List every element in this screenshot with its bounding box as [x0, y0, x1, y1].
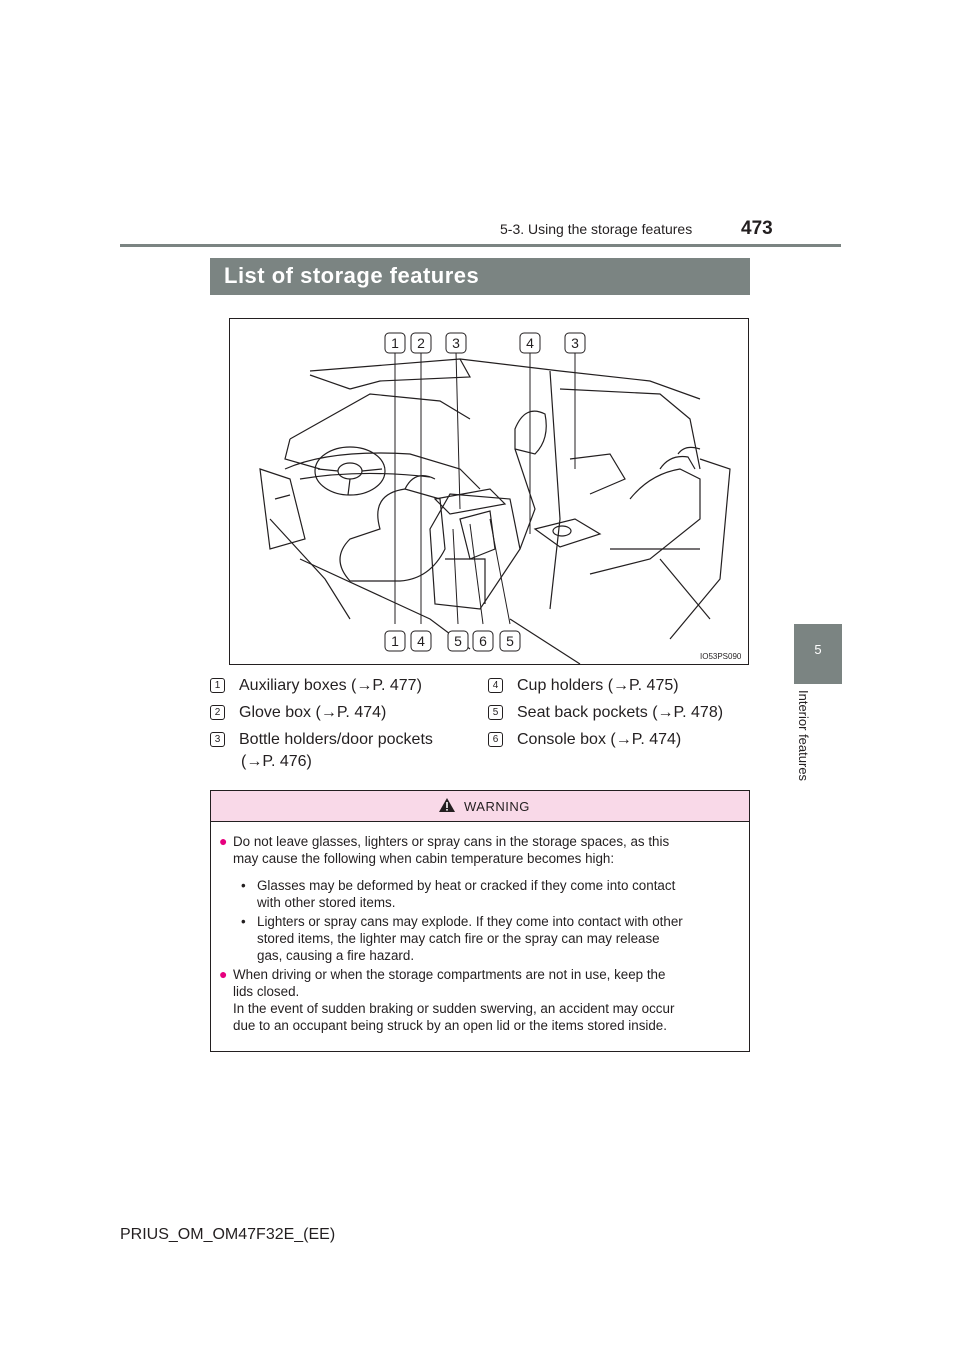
- warning-line: When driving or when the storage compartments are not in use, keep the: [233, 967, 666, 982]
- sub-bullet-1-text: [257, 877, 745, 911]
- warning-bullet-1: [219, 833, 227, 850]
- legend-number: 2: [210, 705, 225, 720]
- callout-top-4: [520, 333, 540, 353]
- legend-item-1: [210, 675, 422, 697]
- sub-bullet-2-marker: •: [241, 914, 246, 929]
- warning-box: [210, 790, 750, 1052]
- callout-bottom-4: [473, 631, 493, 651]
- legend-item-3-cont: [241, 751, 312, 773]
- sub-bullet-1-marker: •: [241, 878, 246, 893]
- callout-top-5-label: 3: [571, 335, 579, 351]
- warning-triangle-icon: [438, 797, 456, 813]
- callout-bottom-1: [385, 631, 405, 651]
- sub-bullet-2-text: [257, 913, 745, 964]
- figure-code: IO53PS090: [700, 652, 742, 661]
- warning-bullet-2: [219, 966, 227, 983]
- callout-bottom-4-label: 6: [479, 633, 487, 649]
- legend-number: 6: [488, 732, 503, 747]
- callout-top-1: [385, 333, 405, 353]
- warning-line: Do not leave glasses, lighters or spray cans in the storage spaces, as this: [233, 834, 670, 849]
- legend-text: Seat back pockets (→P. 478): [517, 704, 724, 721]
- warning-line: Glasses may be deformed by heat or cracked if they come into contact: [257, 878, 676, 893]
- callout-bottom-5-label: 5: [506, 633, 514, 649]
- legend-number: 4: [488, 678, 503, 693]
- legend-text: Console box (→P. 474): [517, 731, 682, 748]
- legend-text: Auxiliary boxes (→P. 477): [239, 677, 422, 694]
- page-number: 473: [741, 218, 773, 239]
- callout-bottom-1-label: 1: [391, 633, 399, 649]
- callout-top-5: [565, 333, 585, 353]
- warning-line: lids closed.: [233, 984, 300, 999]
- callout-bottom-3: [448, 631, 468, 651]
- legend-number: 5: [488, 705, 503, 720]
- warning-bullet-2-text: [233, 966, 745, 1034]
- legend-item-2: [210, 702, 386, 724]
- legend-text: (→P. 476): [241, 753, 312, 770]
- callout-bottom-2: [411, 631, 431, 651]
- callout-top-3: [446, 333, 466, 353]
- section-label: 5-3. Using the storage features: [500, 221, 693, 237]
- warning-line: Lighters or spray cans may explode. If they come into contact with other: [257, 914, 683, 929]
- document-code: PRIUS_OM_OM47F32E_(EE): [120, 1226, 336, 1243]
- bullet-dot-icon: ●: [219, 833, 228, 849]
- chapter-title: [796, 690, 831, 790]
- legend-item-4: [488, 675, 679, 697]
- callout-top-1-label: 1: [391, 335, 399, 351]
- callout-top-3-label: 3: [452, 335, 460, 351]
- warning-line: stored items, the lighter may catch fire or the spray can may release: [257, 931, 660, 946]
- warning-title: WARNING: [464, 799, 530, 814]
- legend-item-3: [210, 729, 433, 751]
- warning-bullet-1-text: [233, 833, 745, 867]
- warning-line: In the event of sudden braking or sudden swerving, an accident may occur: [233, 1001, 675, 1016]
- header-divider: [120, 244, 841, 247]
- section-title: List of storage features: [224, 263, 480, 288]
- legend-number: 3: [210, 732, 225, 747]
- storage-features-illustration: [229, 318, 749, 665]
- warning-line: with other stored items.: [257, 895, 396, 910]
- warning-header: [211, 791, 749, 822]
- warning-line: gas, causing a fire hazard.: [257, 948, 415, 963]
- callout-top-2: [411, 333, 431, 353]
- callout-bottom-2-label: 4: [417, 633, 425, 649]
- warning-line: due to an occupant being struck by an open lid or the items stored inside.: [233, 1018, 667, 1033]
- callout-top-4-label: 4: [526, 335, 534, 351]
- legend-text: Bottle holders/door pockets: [239, 731, 433, 748]
- legend-text: Cup holders (→P. 475): [517, 677, 679, 694]
- legend-text: Glove box (→P. 474): [239, 704, 387, 721]
- chapter-number: 5: [814, 642, 822, 657]
- callout-bottom-3-label: 5: [454, 633, 462, 649]
- title-banner: [210, 258, 750, 295]
- callout-bottom-5: [500, 631, 520, 651]
- warning-line: may cause the following when cabin temperature becomes high:: [233, 851, 615, 866]
- callout-top-2-label: 2: [417, 335, 425, 351]
- bullet-dot-icon: ●: [219, 966, 228, 982]
- legend-item-5: [488, 702, 723, 724]
- car-interior-drawing: [230, 319, 748, 664]
- chapter-title-text: Interior features: [796, 690, 811, 782]
- legend-item-6: [488, 729, 681, 751]
- legend-number: 1: [210, 678, 225, 693]
